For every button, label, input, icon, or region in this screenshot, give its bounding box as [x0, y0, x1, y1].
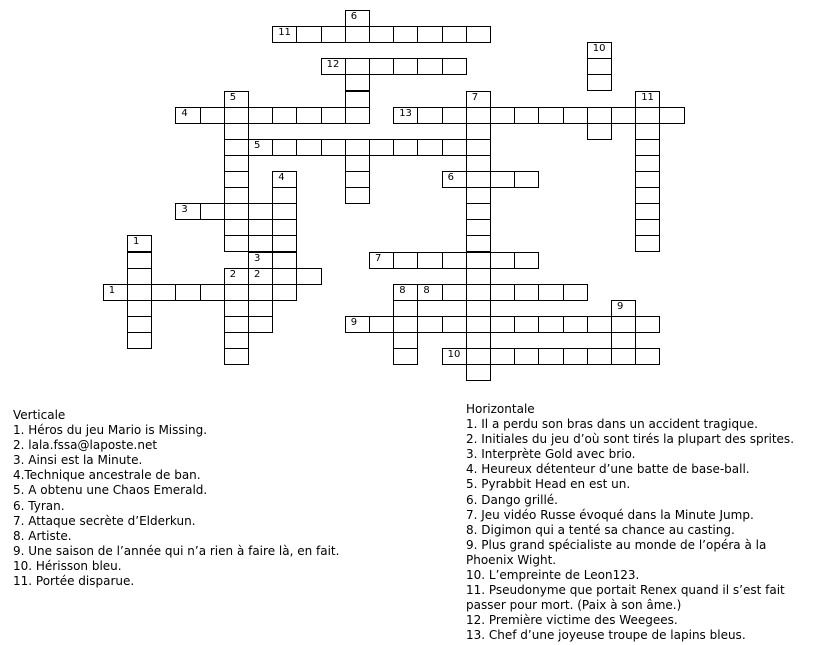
clue-number: 13 — [399, 107, 412, 119]
crossword-cell[interactable] — [514, 107, 539, 124]
crossword-cell[interactable] — [127, 300, 152, 317]
crossword-cell[interactable] — [248, 235, 273, 252]
crossword-cell[interactable] — [417, 58, 442, 75]
horizontal-clue: 6. Dango grillé. — [466, 492, 558, 507]
crossword-cell[interactable] — [296, 268, 321, 285]
horizontal-clue: 9. Plus grand spécialiste au monde de l’opéra à la — [466, 537, 767, 552]
crossword-cell[interactable] — [490, 252, 515, 269]
crossword-cell[interactable] — [635, 235, 660, 252]
crossword-cell[interactable] — [151, 284, 176, 301]
crossword-cell[interactable] — [635, 316, 660, 333]
crossword-cell[interactable] — [514, 171, 539, 188]
vertical-clues-title: Verticale — [13, 408, 66, 422]
crossword-cell[interactable] — [127, 332, 152, 349]
crossword-cell[interactable] — [466, 284, 491, 301]
crossword-cell[interactable] — [393, 139, 418, 156]
vertical-clue: 2. lala.fssa@laposte.net — [13, 438, 158, 453]
crossword-cell[interactable] — [369, 139, 394, 156]
crossword-cell[interactable] — [659, 107, 684, 124]
crossword-cell[interactable] — [587, 107, 612, 124]
crossword-cell[interactable] — [466, 187, 491, 204]
crossword-cell[interactable] — [417, 284, 442, 301]
crossword-cell[interactable] — [393, 316, 418, 333]
clue-number: 11 — [641, 91, 654, 103]
crossword-cell[interactable] — [490, 171, 515, 188]
crossword-cell[interactable] — [466, 171, 491, 188]
crossword-cell[interactable] — [272, 203, 297, 220]
crossword-cell[interactable] — [224, 268, 249, 285]
vertical-clue: 7. Attaque secrète d’Elderkun. — [13, 513, 196, 528]
crossword-cell[interactable] — [635, 107, 660, 124]
crossword-cell[interactable] — [272, 268, 297, 285]
crossword-cell[interactable] — [514, 316, 539, 333]
crossword-cell[interactable] — [635, 123, 660, 140]
clue-number: 10 — [447, 349, 461, 361]
crossword-cell[interactable] — [611, 332, 636, 349]
clue-number: 8 — [399, 284, 406, 296]
crossword-cell[interactable] — [224, 316, 249, 333]
crossword-cell[interactable] — [393, 58, 418, 75]
crossword-cell[interactable] — [175, 107, 200, 124]
crossword-cell[interactable] — [635, 171, 660, 188]
horizontal-clue: 3. Interprète Gold avec brio. — [466, 447, 636, 462]
crossword-cell[interactable] — [466, 26, 491, 43]
clue-number: 9 — [617, 300, 624, 312]
horizontal-clue: 11. Pseudonyme que portait Renex quand il s’est fait — [466, 583, 785, 598]
vertical-clue: 8. Artiste. — [13, 528, 72, 543]
crossword-cell[interactable] — [563, 348, 588, 365]
crossword-cell[interactable] — [417, 252, 442, 269]
crossword-cell[interactable] — [369, 58, 394, 75]
crossword-cell[interactable] — [224, 107, 249, 124]
crossword-cell[interactable] — [466, 235, 491, 252]
crossword-cell[interactable] — [321, 58, 346, 75]
crossword-cell[interactable] — [296, 107, 321, 124]
crossword-cell[interactable] — [200, 107, 225, 124]
crossword-cell[interactable] — [417, 107, 442, 124]
crossword-cell[interactable] — [466, 91, 491, 108]
vertical-clue: 1. Héros du jeu Mario is Missing. — [13, 423, 208, 438]
clue-number: 8 — [423, 284, 430, 296]
horizontal-clue: 5. Pyrabbit Head en est un. — [466, 477, 631, 492]
crossword-cell[interactable] — [393, 252, 418, 269]
clue-number: 7 — [375, 252, 382, 264]
crossword-cell[interactable] — [272, 171, 297, 188]
crossword-cell[interactable] — [538, 348, 563, 365]
crossword-cell[interactable] — [587, 123, 612, 140]
crossword-cell[interactable] — [345, 74, 370, 91]
clue-number: 12 — [326, 59, 340, 71]
crossword-cell[interactable] — [466, 364, 491, 381]
crossword-cell[interactable] — [272, 219, 297, 236]
crossword-cell[interactable] — [224, 91, 249, 108]
crossword-cell[interactable] — [635, 348, 660, 365]
crossword-cell[interactable] — [442, 284, 467, 301]
crossword-cell[interactable] — [442, 58, 467, 75]
crossword-cell[interactable] — [345, 139, 370, 156]
clue-number: 2 — [229, 268, 237, 280]
crossword-cell[interactable] — [272, 284, 297, 301]
crossword-cell[interactable] — [466, 107, 491, 124]
crossword-cell[interactable] — [248, 268, 273, 285]
crossword-cell[interactable] — [393, 107, 418, 124]
horizontal-clue: 2. Initiales du jeu d’où sont tirés la plupart des sprites. — [466, 432, 795, 447]
crossword-cell[interactable] — [587, 58, 612, 75]
crossword-cell[interactable] — [611, 316, 636, 333]
horizontal-clue: 1. Il a perdu son bras dans un accident tragique. — [466, 417, 758, 432]
crossword-cell[interactable] — [345, 10, 370, 27]
crossword-cell[interactable] — [587, 42, 612, 59]
crossword-cell[interactable] — [224, 332, 249, 349]
crossword-cell[interactable] — [587, 74, 612, 91]
crossword-cell[interactable] — [393, 332, 418, 349]
crossword-cell[interactable] — [538, 284, 563, 301]
crossword-cell[interactable] — [442, 316, 467, 333]
crossword-cell[interactable] — [466, 219, 491, 236]
crossword-cell[interactable] — [127, 235, 152, 252]
clue-number: 4 — [181, 107, 188, 119]
crossword-cell[interactable] — [345, 187, 370, 204]
crossword-cell[interactable] — [248, 252, 273, 269]
crossword-cell[interactable] — [635, 187, 660, 204]
clue-number: 6 — [350, 11, 358, 22]
crossword-cell[interactable] — [538, 316, 563, 333]
crossword-cell[interactable] — [635, 219, 660, 236]
crossword-cell[interactable] — [466, 252, 491, 269]
crossword-cell[interactable] — [466, 332, 491, 349]
crossword-cell[interactable] — [321, 107, 346, 124]
crossword-cell[interactable] — [393, 348, 418, 365]
crossword-cell[interactable] — [369, 252, 394, 269]
clue-number: 4 — [278, 172, 285, 183]
crossword-cell[interactable] — [466, 316, 491, 333]
crossword-cell[interactable] — [393, 26, 418, 43]
crossword-cell[interactable] — [369, 316, 394, 333]
crossword-cell[interactable] — [442, 139, 467, 156]
crossword-cell[interactable] — [635, 91, 660, 108]
vertical-clue: 3. Ainsi est la Minute. — [13, 453, 143, 468]
crossword-cell[interactable] — [587, 348, 612, 365]
crossword-cell[interactable] — [442, 252, 467, 269]
horizontal-clue: 7. Jeu vidéo Russe évoqué dans la Minute Jump. — [466, 507, 754, 522]
crossword-cell[interactable] — [466, 348, 491, 365]
clue-number: 6 — [447, 172, 454, 183]
clue-number: 10 — [592, 43, 606, 55]
horizontal-clues — [466, 402, 794, 644]
crossword-cell[interactable] — [345, 155, 370, 172]
clue-number: 7 — [471, 91, 479, 103]
crossword-cell[interactable] — [248, 203, 273, 220]
crossword-cell[interactable] — [321, 139, 346, 156]
crossword-cell[interactable] — [224, 187, 249, 204]
clue-number: 5 — [254, 139, 261, 151]
crossword-cell[interactable] — [272, 187, 297, 204]
crossword-cell[interactable] — [466, 268, 491, 285]
crossword-cell[interactable] — [563, 284, 588, 301]
crossword-cell[interactable] — [175, 284, 200, 301]
crossword-cell[interactable] — [175, 203, 200, 220]
crossword-cell[interactable] — [466, 155, 491, 172]
crossword-cell[interactable] — [393, 284, 418, 301]
crossword-cell[interactable] — [490, 316, 515, 333]
crossword-cell[interactable] — [369, 26, 394, 43]
crossword-cell[interactable] — [417, 26, 442, 43]
crossword-cell[interactable] — [272, 26, 297, 43]
crossword-cell[interactable] — [635, 139, 660, 156]
crossword-cell[interactable] — [296, 139, 321, 156]
crossword-cell[interactable] — [224, 300, 249, 317]
crossword-cell[interactable] — [393, 300, 418, 317]
crossword-cell[interactable] — [345, 171, 370, 188]
crossword-cell[interactable] — [442, 348, 467, 365]
crossword-cell[interactable] — [514, 348, 539, 365]
horizontal-clue: Phoenix Wight. — [466, 552, 557, 567]
vertical-clues — [13, 408, 339, 589]
crossword-cell[interactable] — [224, 139, 249, 156]
crossword-cell[interactable] — [587, 316, 612, 333]
clue-number: 3 — [254, 252, 261, 264]
crossword-cell[interactable] — [127, 268, 152, 285]
crossword-cell[interactable] — [563, 316, 588, 333]
crossword-cell[interactable] — [248, 316, 273, 333]
horizontal-clue: 13. Chef d’une joyeuse troupe de lapins bleus. — [466, 628, 746, 643]
crossword-cell[interactable] — [224, 348, 249, 365]
crossword-cell[interactable] — [296, 26, 321, 43]
crossword-cell[interactable] — [321, 26, 346, 43]
crossword-cell[interactable] — [248, 107, 273, 124]
crossword-cell[interactable] — [224, 155, 249, 172]
crossword-cell[interactable] — [248, 139, 273, 156]
vertical-clue: 9. Une saison de l’année qui n’a rien à faire là, en fait. — [13, 543, 340, 558]
crossword-cell[interactable] — [490, 284, 515, 301]
crossword-cell[interactable] — [345, 107, 370, 124]
crossword-cell[interactable] — [224, 123, 249, 140]
crossword-cell[interactable] — [490, 107, 515, 124]
crossword-cell[interactable] — [224, 219, 249, 236]
crossword-cell[interactable] — [345, 58, 370, 75]
vertical-clue: 6. Tyran. — [13, 498, 65, 513]
crossword-cell[interactable] — [635, 155, 660, 172]
crossword-cell[interactable] — [442, 107, 467, 124]
crossword-cell[interactable] — [127, 284, 152, 301]
clue-number: 9 — [350, 316, 358, 328]
crossword-cell[interactable] — [514, 284, 539, 301]
crossword-cell[interactable] — [248, 219, 273, 236]
crossword-cell[interactable] — [127, 252, 152, 269]
crossword-cell[interactable] — [417, 316, 442, 333]
clue-number: 1 — [108, 284, 116, 296]
crossword-cell[interactable] — [466, 123, 491, 140]
crossword-cell[interactable] — [103, 284, 128, 301]
crossword-cell[interactable] — [272, 235, 297, 252]
horizontal-clue: 12. Première victime des Weegees. — [466, 613, 678, 628]
horizontal-clue: passer pour mort. (Paix à son âme.) — [466, 598, 682, 613]
crossword-cell[interactable] — [345, 316, 370, 333]
clue-number: 3 — [181, 204, 188, 216]
crossword-cell[interactable] — [224, 171, 249, 188]
crossword-cell[interactable] — [224, 284, 249, 301]
crossword-cell[interactable] — [345, 91, 370, 108]
crossword-cell[interactable] — [200, 203, 225, 220]
clue-number: 2 — [254, 268, 261, 280]
crossword-cell[interactable] — [224, 235, 249, 252]
crossword-cell[interactable] — [248, 284, 273, 301]
crossword-cell[interactable] — [466, 300, 491, 317]
crossword-cell[interactable] — [127, 316, 152, 333]
crossword-cell[interactable] — [611, 107, 636, 124]
crossword-cell[interactable] — [490, 348, 515, 365]
clue-number: 5 — [229, 91, 237, 103]
vertical-clue: 10. Hérisson bleu. — [13, 558, 122, 573]
crossword-cell[interactable] — [272, 107, 297, 124]
vertical-clue: 4.Technique ancestrale de ban. — [13, 468, 201, 483]
vertical-clue: 11. Portée disparue. — [13, 574, 135, 589]
horizontal-clues-title: Horizontale — [466, 402, 535, 416]
crossword-cell[interactable] — [466, 203, 491, 220]
crossword-cell[interactable] — [200, 284, 225, 301]
horizontal-clue: 8. Digimon qui a tenté sa chance au casting. — [466, 522, 735, 537]
clue-number: 11 — [278, 27, 291, 39]
crossword-cell[interactable] — [442, 171, 467, 188]
crossword-cell[interactable] — [611, 348, 636, 365]
crossword-cell[interactable] — [248, 300, 273, 317]
crossword-cell[interactable] — [514, 252, 539, 269]
crossword-cell[interactable] — [563, 107, 588, 124]
crossword-cell[interactable] — [272, 252, 297, 269]
crossword-cell[interactable] — [224, 203, 249, 220]
horizontal-clue: 4. Heureux détenteur d’une batte de base-ball. — [466, 462, 750, 477]
crossword-cell[interactable] — [417, 139, 442, 156]
horizontal-clue: 10. L’empreinte de Leon123. — [466, 568, 640, 583]
crossword-cell[interactable] — [345, 26, 370, 43]
crossword-cell[interactable] — [272, 139, 297, 156]
crossword-cell[interactable] — [538, 107, 563, 124]
vertical-clue: 5. A obtenu une Chaos Emerald. — [13, 483, 208, 498]
clue-number: 1 — [133, 236, 140, 248]
crossword-cell[interactable] — [635, 203, 660, 220]
crossword-cell[interactable] — [466, 139, 491, 156]
crossword-cell[interactable] — [442, 26, 467, 43]
crossword-cell[interactable] — [611, 300, 636, 317]
